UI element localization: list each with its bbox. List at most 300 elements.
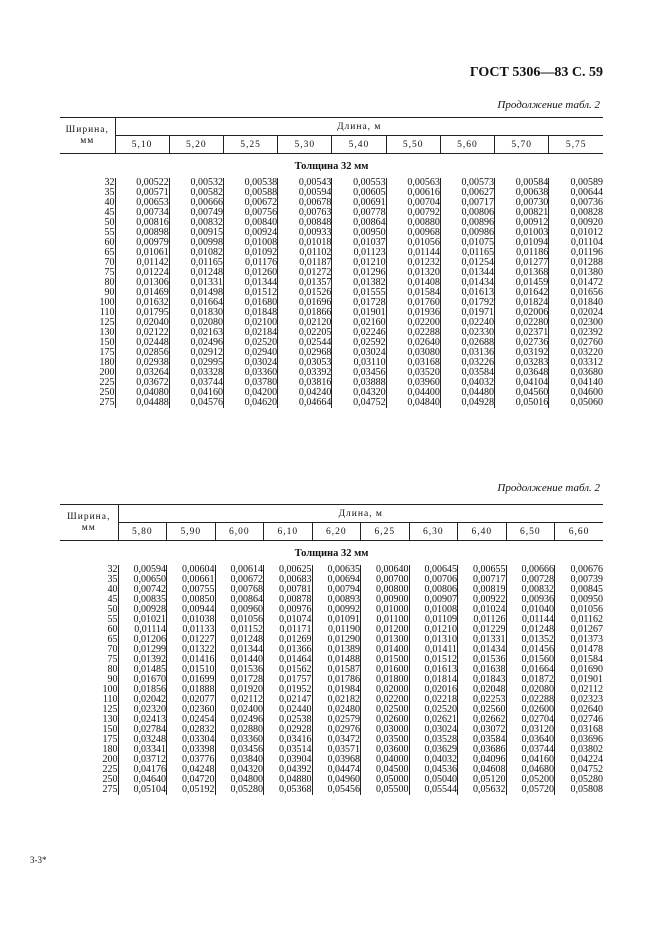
length-header: Длина, м [338,508,383,519]
value-cell: 0,02760 [549,338,603,348]
value-cell: 0,04680 [506,765,555,775]
value-cell: 0,02160 [332,318,386,328]
value-cell: 0,04400 [386,388,440,398]
value-cell: 0,02080 [169,318,223,328]
value-cell: 0,00594 [278,188,332,198]
value-cell: 0,01488 [312,655,361,665]
value-cell: 0,01699 [167,675,216,685]
value-cell: 0,02246 [332,328,386,338]
value-cell: 0,03584 [440,368,494,378]
value-cell: 0,01322 [167,645,216,655]
value-cell: 0,01584 [386,288,440,298]
value-cell: 0,03192 [495,348,549,358]
value-cell: 0,04488 [115,398,169,408]
value-cell: 0,01901 [555,675,604,685]
value-cell: 0,03304 [167,735,216,745]
length-col-header: 5,40 [332,136,386,154]
value-cell: 0,02077 [167,695,216,705]
value-cell: 0,00582 [169,188,223,198]
value-cell: 0,03024 [332,348,386,358]
value-cell: 0,04392 [264,765,313,775]
value-cell: 0,01114 [118,625,167,635]
value-cell: 0,03696 [555,735,604,745]
value-cell: 0,03686 [458,745,507,755]
value-cell: 0,03024 [409,725,458,735]
value-cell: 0,00635 [312,565,361,575]
value-cell: 0,02928 [264,725,313,735]
value-cell: 0,01814 [409,675,458,685]
value-cell: 0,02288 [386,328,440,338]
value-cell: 0,04032 [440,378,494,388]
width-cell: 125 [99,317,115,329]
value-cell: 0,00672 [215,575,264,585]
value-cell: 0,00584 [495,178,549,188]
value-cell: 0,00730 [495,198,549,208]
value-cell: 0,01277 [495,258,549,268]
value-cell: 0,01613 [409,665,458,675]
value-cell: 0,01856 [118,685,167,695]
value-cell: 0,00638 [495,188,549,198]
width-cell: 70 [104,257,115,269]
value-cell: 0,04664 [278,398,332,408]
value-cell: 0,00936 [506,595,555,605]
value-cell: 0,00898 [115,228,169,238]
value-cell: 0,00672 [223,198,277,208]
length-col-header: 5,50 [386,136,440,154]
value-cell: 0,03744 [169,378,223,388]
value-cell: 0,02300 [549,318,603,328]
value-cell: 0,00532 [169,178,223,188]
value-cell: 0,00704 [386,198,440,208]
value-cell: 0,00605 [332,188,386,198]
value-cell: 0,00666 [506,565,555,575]
value-cell: 0,00768 [215,585,264,595]
value-cell: 0,02205 [278,328,332,338]
value-cell: 0,02280 [495,318,549,328]
value-cell: 0,00706 [409,575,458,585]
value-cell: 0,02112 [555,685,604,695]
value-cell: 0,00924 [223,228,277,238]
value-cell: 0,01536 [215,665,264,675]
value-cell: 0,01012 [549,228,603,238]
value-cell: 0,00625 [264,565,313,575]
value-cell: 0,01464 [264,655,313,665]
value-cell: 0,03136 [440,348,494,358]
value-cell: 0,02640 [555,705,604,715]
value-cell: 0,02440 [264,705,313,715]
value-cell: 0,01843 [458,675,507,685]
value-cell: 0,01267 [555,625,604,635]
value-cell: 0,01126 [458,615,507,625]
header-row [60,505,603,523]
value-cell: 0,00944 [167,605,216,615]
value-cell: 0,00896 [440,218,494,228]
width-cell: 200 [102,754,118,766]
value-cell: 0,01224 [115,268,169,278]
value-cell: 0,00933 [278,228,332,238]
value-cell: 0,02938 [115,358,169,368]
value-cell: 0,01642 [495,288,549,298]
value-cell: 0,02006 [495,308,549,318]
value-cell: 0,04608 [458,765,507,775]
length-col-header: 5,75 [549,136,603,154]
value-cell: 0,01587 [312,665,361,675]
length-col-header: 5,60 [440,136,494,154]
value-cell: 0,01696 [278,298,332,308]
width-cell: 180 [102,744,118,756]
width-cell: 60 [104,237,115,249]
value-cell: 0,00800 [361,585,410,595]
value-cell: 0,01021 [118,615,167,625]
value-cell: 0,03672 [115,378,169,388]
value-cell: 0,01300 [361,635,410,645]
value-cell: 0,02454 [167,715,216,725]
value-cell: 0,05544 [409,785,458,795]
continuation-label-1: Продолжение табл. 2 [497,99,600,111]
value-cell: 0,03584 [458,735,507,745]
value-cell: 0,04840 [386,398,440,408]
value-cell: 0,02940 [223,348,277,358]
width-cell: 130 [102,714,118,726]
value-cell: 0,01248 [169,268,223,278]
value-cell: 0,00694 [312,575,361,585]
value-cell: 0,00661 [167,575,216,585]
value-cell: 0,02880 [215,725,264,735]
value-cell: 0,03328 [169,368,223,378]
value-cell: 0,01638 [458,665,507,675]
width-cell: 125 [102,704,118,716]
value-cell: 0,01094 [495,238,549,248]
value-cell: 0,01400 [361,645,410,655]
value-cell: 0,02544 [278,338,332,348]
value-cell: 0,00794 [312,585,361,595]
value-cell: 0,02042 [118,695,167,705]
value-cell: 0,04752 [332,398,386,408]
value-cell: 0,01260 [223,268,277,278]
value-cell: 0,01196 [549,248,603,258]
value-cell: 0,02413 [118,715,167,725]
value-cell: 0,01229 [458,625,507,635]
value-cell: 0,00573 [440,178,494,188]
value-cell: 0,01498 [169,288,223,298]
value-cell: 0,00992 [312,605,361,615]
value-cell: 0,01299 [118,645,167,655]
value-cell: 0,00739 [555,575,604,585]
value-cell: 0,04320 [215,765,264,775]
value-cell: 0,03024 [223,358,277,368]
value-cell: 0,02704 [506,715,555,725]
value-cell: 0,05120 [458,775,507,785]
value-cell: 0,00792 [386,208,440,218]
value-cell: 0,02448 [115,338,169,348]
value-cell: 0,01392 [118,655,167,665]
value-cell: 0,01176 [223,258,277,268]
value-cell: 0,00691 [332,198,386,208]
value-cell: 0,00763 [278,208,332,218]
value-cell: 0,01104 [549,238,603,248]
value-cell: 0,03816 [278,378,332,388]
value-cell: 0,01142 [115,258,169,268]
value-cell: 0,00604 [167,565,216,575]
value-cell: 0,03080 [386,348,440,358]
value-cell: 0,01210 [332,258,386,268]
value-cell: 0,03840 [215,755,264,765]
value-cell: 0,00571 [115,188,169,198]
value-cell: 0,01680 [223,298,277,308]
value-cell: 0,01056 [386,238,440,248]
value-cell: 0,01728 [215,675,264,685]
value-cell: 0,01102 [278,248,332,258]
value-cell: 0,03110 [332,358,386,368]
value-cell: 0,04752 [555,765,604,775]
value-cell: 0,05000 [361,775,410,785]
value-cell: 0,01091 [312,615,361,625]
width-cell: 60 [107,624,118,636]
width-cell: 200 [99,367,115,379]
value-cell: 0,02496 [215,715,264,725]
value-cell: 0,05104 [118,785,167,795]
value-cell: 0,02600 [506,705,555,715]
value-cell: 0,01186 [495,248,549,258]
value-cell: 0,03968 [312,755,361,765]
value-cell: 0,02496 [169,338,223,348]
width-cell: 180 [99,357,115,369]
value-cell: 0,01165 [440,248,494,258]
value-cell: 0,01526 [278,288,332,298]
value-cell: 0,02746 [555,715,604,725]
value-cell: 0,02120 [278,318,332,328]
value-cell: 0,00728 [506,575,555,585]
value-cell: 0,04576 [169,398,223,408]
value-cell: 0,02000 [361,685,410,695]
value-cell: 0,01536 [458,655,507,665]
value-cell: 0,00736 [549,198,603,208]
value-cell: 0,00640 [361,565,410,575]
value-cell: 0,01485 [118,665,167,675]
value-cell: 0,00543 [278,178,332,188]
value-cell: 0,02100 [223,318,277,328]
value-cell: 0,02912 [169,348,223,358]
value-cell: 0,01368 [495,268,549,278]
value-cell: 0,02480 [312,705,361,715]
value-cell: 0,00749 [169,208,223,218]
value-cell: 0,03456 [332,368,386,378]
value-cell: 0,04600 [549,388,603,398]
value-cell: 0,00986 [440,228,494,238]
value-cell: 0,01757 [264,675,313,685]
value-cell: 0,03888 [332,378,386,388]
value-cell: 0,00828 [549,208,603,218]
width-header: Ширина, мм [60,118,115,154]
lengths-row [60,136,603,154]
value-cell: 0,01290 [312,635,361,645]
length-col-header: 5,80 [118,523,167,541]
value-cell: 0,01357 [278,278,332,288]
value-cell: 0,00627 [440,188,494,198]
value-cell: 0,01795 [115,308,169,318]
value-cell: 0,01512 [223,288,277,298]
value-cell: 0,01469 [115,288,169,298]
length-col-header: 5,25 [223,136,277,154]
value-cell: 0,01018 [278,238,332,248]
value-cell: 0,05808 [555,785,604,795]
value-cell: 0,00676 [555,565,604,575]
value-cell: 0,00717 [458,575,507,585]
value-cell: 0,02240 [440,318,494,328]
length-col-header: 6,50 [506,523,555,541]
value-cell: 0,04800 [215,775,264,785]
value-cell: 0,00968 [386,228,440,238]
value-cell: 0,01872 [506,675,555,685]
value-cell: 0,04248 [167,765,216,775]
value-cell: 0,01075 [440,238,494,248]
value-cell: 0,03528 [409,735,458,745]
value-cell: 0,00538 [223,178,277,188]
value-cell: 0,00806 [440,208,494,218]
value-cell: 0,02320 [118,705,167,715]
value-cell: 0,01728 [332,298,386,308]
value-cell: 0,01144 [506,615,555,625]
value-cell: 0,00655 [458,565,507,575]
value-cell: 0,04320 [332,388,386,398]
value-cell: 0,04224 [555,755,604,765]
header-row [60,118,603,136]
value-cell: 0,03120 [506,725,555,735]
width-cell: 80 [104,277,115,289]
length-header: Длина, м [337,121,382,132]
value-cell: 0,03168 [555,725,604,735]
value-cell: 0,04500 [361,765,410,775]
value-cell: 0,01008 [409,605,458,615]
value-cell: 0,00683 [264,575,313,585]
width-cell: 175 [102,734,118,746]
value-cell: 0,01562 [264,665,313,675]
length-col-header: 6,40 [458,523,507,541]
value-cell: 0,00742 [118,585,167,595]
value-cell: 0,01382 [332,278,386,288]
value-cell: 0,00678 [278,198,332,208]
width-cell: 175 [99,347,115,359]
value-cell: 0,03500 [361,735,410,745]
value-cell: 0,03904 [264,755,313,765]
thickness-subtitle: Толщина 32 мм [294,160,369,172]
value-cell: 0,00848 [278,218,332,228]
value-cell: 0,01288 [549,258,603,268]
value-cell: 0,01040 [506,605,555,615]
value-cell: 0,00819 [458,585,507,595]
width-cell: 100 [102,684,118,696]
value-cell: 0,01366 [264,645,313,655]
value-cell: 0,03360 [215,735,264,745]
value-cell: 0,02976 [312,725,361,735]
table-row [60,398,603,408]
width-cell: 75 [104,267,115,279]
value-cell: 0,03472 [312,735,361,745]
width-cell: 150 [99,337,115,349]
value-cell: 0,00778 [332,208,386,218]
value-cell: 0,01800 [361,675,410,685]
subtitle-row [60,154,603,179]
value-cell: 0,02592 [332,338,386,348]
value-cell: 0,00920 [549,218,603,228]
value-cell: 0,01254 [440,258,494,268]
value-cell: 0,01074 [264,615,313,625]
value-cell: 0,04480 [440,388,494,398]
value-cell: 0,01037 [332,238,386,248]
value-cell: 0,01171 [264,625,313,635]
value-cell: 0,01555 [332,288,386,298]
value-cell: 0,01824 [495,298,549,308]
value-cell: 0,01920 [215,685,264,695]
value-cell: 0,03744 [506,745,555,755]
value-cell: 0,04032 [409,755,458,765]
value-cell: 0,04160 [169,388,223,398]
value-cell: 0,00900 [361,595,410,605]
value-cell: 0,01786 [312,675,361,685]
value-cell: 0,01613 [440,288,494,298]
value-cell: 0,00979 [115,238,169,248]
value-cell: 0,05632 [458,785,507,795]
value-cell: 0,01232 [386,258,440,268]
value-cell: 0,01456 [506,645,555,655]
value-cell: 0,03072 [458,725,507,735]
value-cell: 0,01510 [167,665,216,675]
length-col-header: 5,70 [495,136,549,154]
value-cell: 0,03648 [495,368,549,378]
value-cell: 0,01411 [409,645,458,655]
value-cell: 0,00976 [264,605,313,615]
value-cell: 0,01320 [386,268,440,278]
value-cell: 0,00553 [332,178,386,188]
value-cell: 0,01165 [169,258,223,268]
value-cell: 0,01296 [332,268,386,278]
length-col-header: 6,20 [312,523,361,541]
value-cell: 0,00832 [506,585,555,595]
value-cell: 0,03220 [549,348,603,358]
value-cell: 0,00734 [115,208,169,218]
value-cell: 0,05016 [495,398,549,408]
value-cell: 0,01344 [223,278,277,288]
width-cell: 275 [102,784,118,796]
value-cell: 0,04176 [118,765,167,775]
value-cell: 0,01056 [215,615,264,625]
value-cell: 0,02080 [506,685,555,695]
value-cell: 0,05720 [506,785,555,795]
value-cell: 0,01092 [223,248,277,258]
value-cell: 0,02621 [409,715,458,725]
subtitle-row [60,541,603,566]
thickness-subtitle: Толщина 32 мм [294,547,369,559]
value-cell: 0,01656 [549,288,603,298]
value-cell: 0,01472 [549,278,603,288]
value-cell: 0,01866 [278,308,332,318]
value-cell: 0,02122 [115,328,169,338]
value-cell: 0,02330 [440,328,494,338]
value-cell: 0,00781 [264,585,313,595]
value-cell: 0,00594 [118,565,167,575]
value-cell: 0,01344 [215,645,264,655]
value-cell: 0,00755 [167,585,216,595]
value-cell: 0,01971 [440,308,494,318]
width-cell: 40 [107,584,118,596]
value-cell: 0,02538 [264,715,313,725]
value-cell: 0,01200 [361,625,410,635]
value-cell: 0,05456 [312,785,361,795]
value-cell: 0,05200 [506,775,555,785]
value-cell: 0,05040 [409,775,458,785]
value-cell: 0,04104 [495,378,549,388]
value-cell: 0,01144 [386,248,440,258]
